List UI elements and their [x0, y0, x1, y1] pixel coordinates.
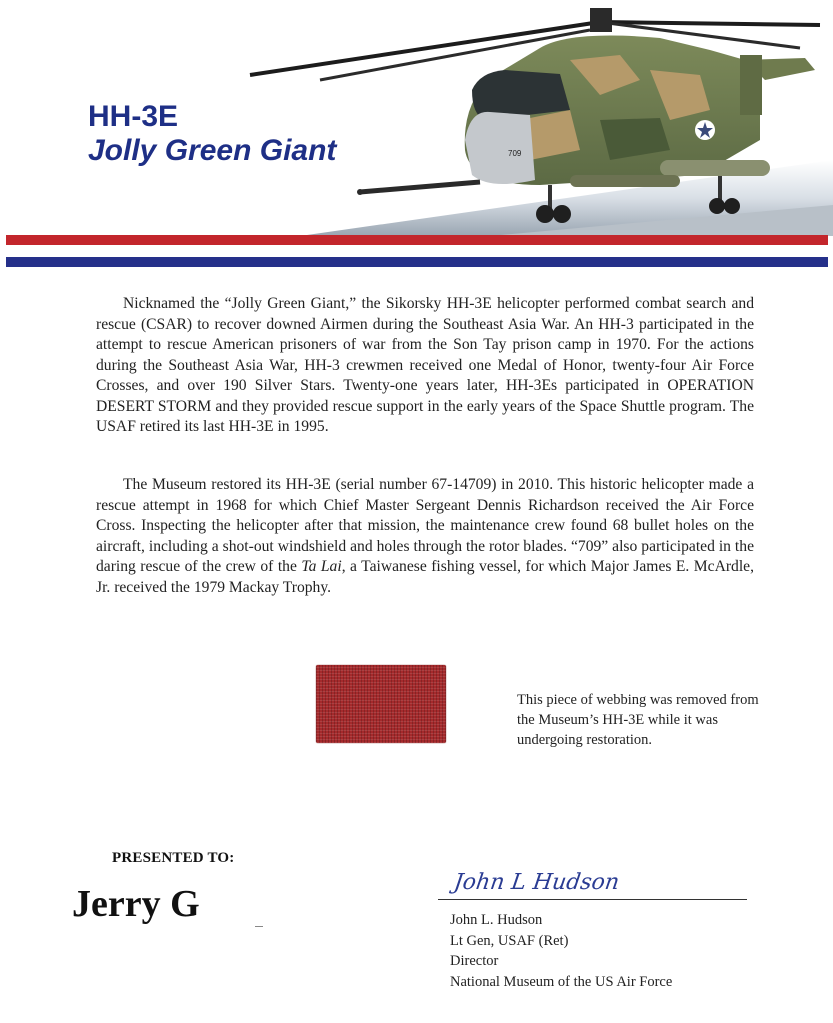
recipient-name: Jerry G: [72, 883, 200, 925]
history-paragraph-2: [96, 475, 754, 598]
signatory-rank: Lt Gen, USAF (Ret): [450, 932, 569, 949]
aircraft-designation: HH-3E: [88, 100, 179, 133]
paragraph-text-part: The Museum restored its HH-3E (serial number 67-14709) in 2010. This historic helicopter made a rescue attempt in 1968 for which Chief Master Sergeant Dennis Richardson received the Air Force Cross. Inspecting the helicopter after that mission, the maintenance crew found 68 bullet holes on the aircraft, including a shot-out windshield and holes through the rotor blades. “709” also participated in the daring rescue of the crew of the: [96, 476, 754, 575]
signatory-title: Director: [450, 953, 499, 969]
header-stripe-red: [6, 235, 828, 245]
header-stripe-blue: [6, 257, 828, 267]
webbing-swatch: [316, 665, 446, 743]
paragraph-text: [96, 475, 754, 598]
artifact-caption: This piece of webbing was removed from the Museum’s HH-3E while it was undergoing restoration.: [517, 692, 759, 748]
signature-line: [438, 899, 747, 900]
helicopter-icon: [240, 0, 833, 236]
aircraft-nickname: Jolly Green Giant: [88, 134, 337, 167]
history-paragraph-1: [96, 294, 754, 438]
presented-to-label: PRESENTED TO:: [112, 850, 235, 866]
signatory-organization: National Museum of the US Air Force: [450, 973, 673, 990]
stray-mark: [255, 926, 263, 927]
paragraph-text-part: , a Taiwanese fishing vessel, for which Major James E. McArdle, Jr. received the 1979 Mackay Trophy.: [96, 558, 754, 596]
director-signature: John L Hudson: [452, 870, 621, 895]
vessel-name: Ta Lai: [301, 558, 342, 575]
signatory-block: [450, 910, 672, 992]
signatory-name: John L. Hudson: [450, 912, 543, 928]
tail-number: 709: [508, 149, 522, 158]
paragraph-text: Nicknamed the “Jolly Green Giant,” the Sikorsky HH-3E helicopter performed combat search and rescue (CSAR) to recover downed Airmen during the Southeast Asia War. An HH-3 participated in the attempt to rescue American prisoners of war from the Son Tay prison camp in 1970. For the actions during the Southeast Asia War, HH-3 crewmen received one Medal of Honor, twenty-four Air Force Crosses, and over 190 Silver Stars. Twenty-one years later, HH-3Es participated in OPERATION DESERT STORM and they provided rescue support in the early years of the Space Shuttle program. The USAF retired its last HH-3E in 1995.: [96, 295, 754, 435]
